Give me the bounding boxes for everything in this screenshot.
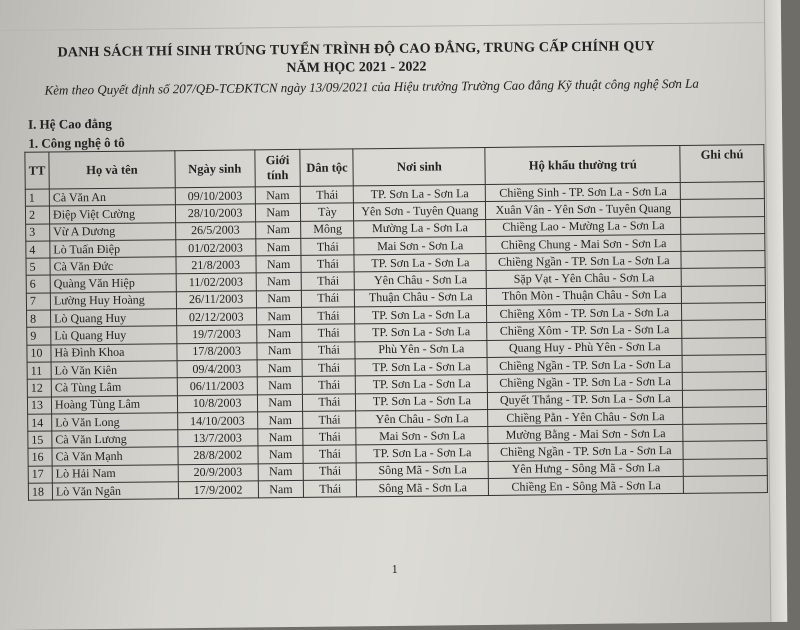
cell-address: Chiềng Chung - Mai Sơn - Sơn La [486, 234, 681, 253]
cell-dob: 14/10/2003 [177, 412, 257, 430]
cell-dob: 26/5/2003 [175, 221, 255, 239]
cell-tt: 6 [26, 276, 50, 294]
cell-address: Chiềng Xôm - TP. Sơn La - Sơn La [487, 304, 682, 323]
table-body [25, 182, 767, 501]
cell-ethnicity: Thái [303, 393, 356, 411]
cell-birthplace: TP. Sơn La - Sơn La [354, 184, 486, 203]
cell-ethnicity: Thái [301, 255, 354, 273]
cell-dob: 20/9/2003 [178, 464, 258, 482]
page-number: 1 [391, 561, 398, 576]
cell-dob: 01/02/2003 [176, 239, 256, 257]
cell-gender: Nam [258, 480, 304, 498]
cell-gender: Nam [256, 325, 302, 343]
cell-note [680, 182, 764, 200]
cell-birthplace: Sông Mã - Sơn La [357, 461, 489, 480]
cell-address: Sặp Vạt - Yên Châu - Sơn La [486, 269, 681, 288]
cell-gender: Nam [256, 290, 302, 308]
cell-ethnicity: Thái [302, 307, 355, 325]
column-header-address: Hộ khẩu thường trú [485, 145, 680, 184]
cell-birthplace: Yên Châu - Sơn La [355, 271, 487, 290]
student-table [24, 144, 768, 501]
cell-ethnicity: Thái [302, 272, 355, 290]
cell-birthplace: TP. Sơn La - Sơn La [355, 357, 487, 376]
cell-dob: 13/7/2003 [178, 429, 258, 447]
cell-name: Quàng Văn Hiệp [50, 274, 176, 293]
cell-dob: 26/11/2003 [176, 291, 256, 309]
cell-name: Vừ A Dương [50, 222, 176, 241]
cell-name: Lò Văn Long [52, 413, 178, 432]
cell-birthplace: TP. Sơn La - Sơn La [354, 254, 486, 273]
cell-dob: 10/8/2003 [177, 394, 257, 412]
cell-ethnicity: Thái [301, 186, 354, 204]
cell-gender: Nam [257, 359, 303, 377]
cell-gender: Nam [255, 204, 301, 222]
cell-dob: 19/7/2003 [176, 325, 256, 343]
cell-address: Mường Bằng - Mai Sơn - Sơn La [488, 425, 683, 444]
column-header-gender: Giới tính [254, 149, 300, 186]
cell-tt: 12 [27, 379, 51, 397]
cell-dob: 11/02/2003 [176, 273, 256, 291]
cell-birthplace: Yên Sơn - Tuyên Quang [354, 202, 486, 221]
cell-name: Lường Huy Hoàng [50, 292, 176, 311]
column-header-ethnicity: Dân tộc [300, 149, 353, 187]
cell-birthplace: Mai Sơn - Sơn La [356, 427, 488, 446]
cell-tt: 1 [25, 189, 49, 207]
cell-note [683, 406, 767, 424]
cell-gender: Nam [255, 238, 301, 256]
cell-birthplace: TP. Sơn La - Sơn La [356, 444, 488, 463]
cell-tt: 18 [28, 483, 52, 501]
cell-note [682, 355, 766, 373]
cell-ethnicity: Thái [302, 342, 355, 360]
cell-dob: 17/8/2003 [177, 343, 257, 361]
cell-tt: 13 [27, 397, 51, 415]
cell-address: Thôn Mòn - Thuận Châu - Sơn La [487, 286, 682, 305]
underlying-page-edge [764, 0, 788, 622]
cell-name: Lò Văn Kiên [51, 361, 177, 380]
cell-name: Hà Đình Khoa [51, 343, 177, 362]
cell-ethnicity: Thái [302, 324, 355, 342]
cell-note [682, 285, 766, 303]
column-header-dob: Ngày sinh [175, 150, 255, 188]
major-heading: 1. Công nghệ ô tô [28, 134, 125, 151]
cell-dob: 09/10/2003 [175, 187, 255, 205]
cell-ethnicity: Tày [301, 203, 354, 221]
cell-birthplace: TP. Sơn La - Sơn La [356, 375, 488, 394]
document-title: DANH SÁCH THÍ SINH TRÚNG TUYỂN TRÌNH ĐỘ CAO ĐẲNG, TRUNG CẤP CHÍNH QUY [57, 39, 656, 61]
cell-birthplace: Yên Châu - Sơn La [356, 409, 488, 428]
cell-ethnicity: Thái [304, 480, 357, 498]
cell-address: Chiềng Ngần - TP. Sơn La - Sơn La [488, 442, 683, 461]
cell-gender: Nam [258, 446, 304, 464]
cell-name: Điệp Việt Cường [49, 205, 175, 224]
cell-tt: 7 [26, 293, 50, 311]
cell-tt: 14 [28, 414, 52, 432]
cell-ethnicity: Thái [304, 463, 357, 481]
cell-birthplace: Mường La - Sơn La [354, 219, 486, 238]
cell-gender: Nam [258, 463, 304, 481]
cell-address: Quang Huy - Phù Yên - Sơn La [487, 338, 682, 357]
cell-name: Cà Văn Mạnh [52, 447, 178, 466]
cell-birthplace: Mai Sơn - Sơn La [354, 236, 486, 255]
cell-gender: Nam [256, 256, 302, 274]
cell-tt: 16 [28, 448, 52, 466]
cell-ethnicity: Thái [303, 359, 356, 377]
cell-name: Cà Văn An [49, 188, 175, 207]
cell-note [683, 389, 767, 407]
cell-note [682, 337, 766, 355]
cell-note [683, 441, 767, 459]
document-year: NĂM HỌC 2021 - 2022 [286, 59, 427, 77]
cell-name: Lò Tuấn Điệp [50, 240, 176, 259]
cell-gender: Nam [257, 394, 303, 412]
cell-address: Quyết Thắng - TP. Sơn La - Sơn La [488, 390, 683, 409]
cell-note [684, 476, 768, 494]
cell-ethnicity: Thái [301, 238, 354, 256]
cell-note [681, 251, 765, 269]
page-fold-line [0, 22, 781, 31]
cell-address: Chiềng Pằn - Yên Châu - Sơn La [488, 407, 683, 426]
cell-name: Lù Quang Huy [51, 326, 177, 345]
cell-tt: 8 [27, 310, 51, 328]
column-header-name: Họ và tên [49, 151, 175, 189]
cell-name: Lò Hải Nam [52, 464, 178, 483]
cell-gender: Nam [255, 221, 301, 239]
document-subtitle: Kèm theo Quyết định số 207/QĐ-TCĐKTCN ngày 13/09/2021 của Hiệu trưởng Trường Cao đẳng Kỹ thuật công nghệ Sơn La [44, 75, 699, 98]
cell-birthplace: Phù Yên - Sơn La [355, 340, 487, 359]
cell-note [682, 372, 766, 390]
cell-dob: 02/12/2003 [176, 308, 256, 326]
cell-birthplace: Sông Mã - Sơn La [357, 479, 489, 498]
cell-note [683, 424, 767, 442]
column-header-birthplace: Nơi sinh [353, 147, 485, 185]
cell-name: Hoàng Tùng Lâm [51, 395, 177, 414]
cell-gender: Nam [257, 429, 303, 447]
cell-note [681, 199, 765, 217]
cell-note [681, 233, 765, 251]
cell-tt: 15 [28, 431, 52, 449]
cell-dob: 28/8/2002 [178, 446, 258, 464]
cell-note [681, 268, 765, 286]
cell-dob: 28/10/2003 [175, 204, 255, 222]
cell-dob: 21/8/2003 [176, 256, 256, 274]
cell-ethnicity: Thái [303, 445, 356, 463]
cell-address: Chiềng Xôm - TP. Sơn La - Sơn La [487, 321, 682, 340]
cell-birthplace: Thuận Châu - Sơn La [355, 288, 487, 307]
cell-tt: 10 [27, 345, 51, 363]
cell-tt: 4 [26, 241, 50, 259]
cell-name: Cà Văn Đức [50, 257, 176, 276]
cell-address: Chiềng Ngần - TP. Sơn La - Sơn La [488, 373, 683, 392]
cell-dob: 17/9/2002 [178, 481, 258, 499]
cell-tt: 11 [27, 362, 51, 380]
cell-note [681, 216, 765, 234]
cell-name: Lò Quang Huy [51, 309, 177, 328]
cell-address: Chiềng Ngần - TP. Sơn La - Sơn La [486, 252, 681, 271]
cell-note [682, 320, 766, 338]
cell-gender: Nam [256, 342, 302, 360]
cell-ethnicity: Thái [303, 376, 356, 394]
cell-address: Chiềng Ngần - TP. Sơn La - Sơn La [487, 355, 682, 374]
cell-birthplace: TP. Sơn La - Sơn La [355, 306, 487, 325]
cell-dob: 09/4/2003 [177, 360, 257, 378]
cell-dob: 06/11/2003 [177, 377, 257, 395]
cell-gender: Nam [257, 411, 303, 429]
cell-ethnicity: Mông [301, 220, 354, 238]
cell-name: Cà Tùng Lâm [51, 378, 177, 397]
cell-note [683, 458, 767, 476]
cell-birthplace: TP. Sơn La - Sơn La [356, 392, 488, 411]
cell-gender: Nam [256, 307, 302, 325]
cell-tt: 3 [26, 224, 50, 242]
cell-address: Yên Hưng - Sông Mã - Sơn La [488, 459, 683, 478]
cell-address: Chiềng En - Sông Mã - Sơn La [489, 476, 684, 495]
cell-gender: Nam [256, 273, 302, 291]
column-header-tt: TT [25, 152, 49, 189]
cell-ethnicity: Thái [303, 411, 356, 429]
cell-tt: 5 [26, 258, 50, 276]
cell-ethnicity: Thái [302, 290, 355, 308]
section-heading: I. Hệ Cao đẳng [27, 115, 112, 132]
cell-name: Cà Văn Lương [52, 430, 178, 449]
cell-name: Lò Văn Ngân [52, 482, 178, 501]
cell-ethnicity: Thái [303, 428, 356, 446]
cell-tt: 17 [28, 466, 52, 484]
column-header-note: Ghi chú [680, 145, 764, 183]
cell-gender: Nam [257, 377, 303, 395]
cell-gender: Nam [255, 186, 301, 204]
cell-tt: 2 [25, 206, 49, 224]
cell-address: Chiềng Lao - Mường La - Sơn La [486, 217, 681, 236]
cell-note [682, 303, 766, 321]
cell-birthplace: TP. Sơn La - Sơn La [355, 323, 487, 342]
cell-address: Chiềng Sinh - TP. Sơn La - Sơn La [486, 182, 681, 201]
cell-tt: 9 [27, 327, 51, 345]
cell-address: Xuân Vân - Yên Sơn - Tuyên Quang [486, 200, 681, 219]
